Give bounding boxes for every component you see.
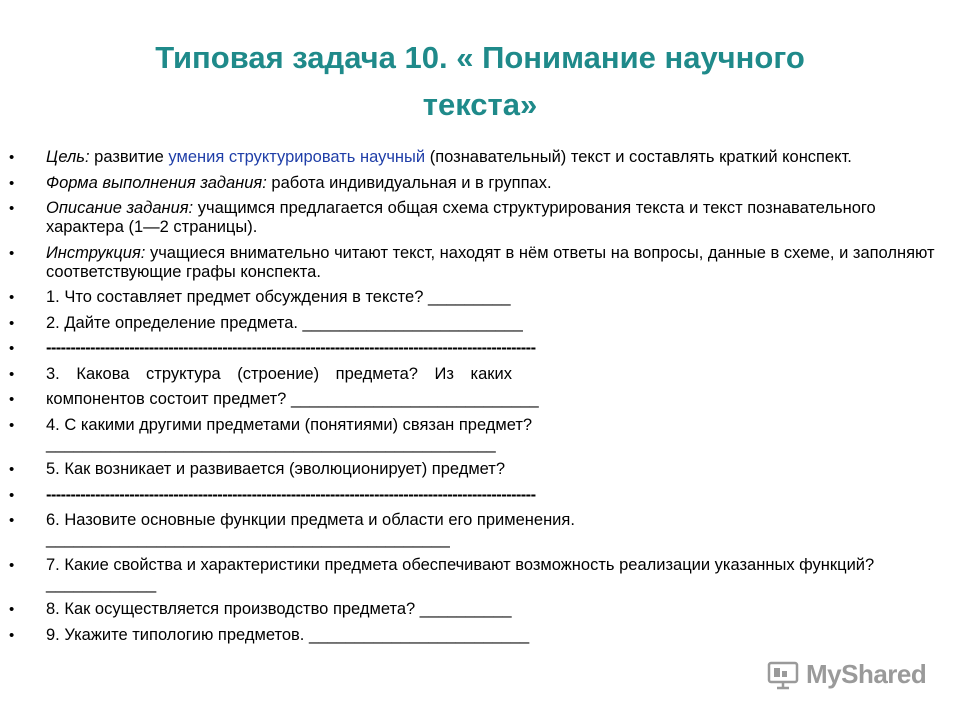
list-item-question-9: [0, 626, 960, 645]
answer-blank: ____________________________________________: [46, 530, 450, 548]
watermark-text: MyShared: [806, 658, 927, 689]
list-item-separator: [0, 486, 960, 505]
list-item-question-2: [0, 314, 960, 333]
slide-title-line1: Типовая задача 10. « Понимание научного: [155, 40, 805, 75]
item-text: (познавательный) текст и составлять краткий конспект.: [425, 148, 852, 166]
item-text: 7. Какие свойства и характеристики предмета обеспечивают возможность реализации указанных функций? ____________: [46, 555, 875, 593]
item-highlight: умения структурировать научный: [168, 148, 426, 166]
item-text: компонентов состоит предмет? ___________________________: [46, 390, 539, 408]
item-text: развитие: [89, 148, 169, 166]
item-text: 8. Как осуществляется производство предмета? __________: [46, 600, 512, 618]
list-item-goal: [0, 148, 960, 167]
list-item-separator: [0, 339, 960, 358]
item-label: Описание задания:: [46, 199, 194, 217]
slide-title-line2: текста»: [422, 87, 538, 122]
item-label: Цель:: [46, 148, 90, 166]
item-text: учащимся предлагается общая схема структурирования текста и текст познавательного характера (1—2 страницы).: [46, 199, 876, 236]
item-text: работа индивидуальная и в группах.: [266, 173, 552, 192]
task-list: [0, 148, 960, 651]
item-text: 3. Какова структура (строение) предмета? Из каких: [46, 364, 512, 383]
list-item-question-5: [0, 460, 960, 479]
item-text: 1. Что составляет предмет обсуждения в тексте? _________: [46, 288, 511, 306]
list-item-question-4: [0, 416, 960, 454]
dashed-separator: ----------------------------------------------------------------------------------------------------: [46, 339, 536, 357]
list-item-question-8: [0, 600, 960, 619]
dashed-separator: ----------------------------------------------------------------------------------------------------: [46, 485, 536, 504]
item-text: 5. Как возникает и развивается (эволюционирует) предмет?: [46, 460, 506, 478]
list-item-form: [0, 174, 960, 193]
list-item-description: [0, 199, 960, 237]
item-text: 4. С какими другими предметами (понятиями) связан предмет?: [46, 415, 533, 434]
list-item-question-3-cont: [0, 390, 960, 409]
list-item-question-7: [0, 556, 960, 594]
item-text: 6. Назовите основные функции предмета и области его применения.: [46, 511, 575, 529]
item-label: Инструкция:: [46, 243, 146, 262]
list-item-question-3: [0, 365, 960, 384]
list-item-question-1: [0, 288, 960, 307]
item-text: 2. Дайте определение предмета. ________________________: [46, 313, 523, 332]
slideshow-icon: [766, 657, 800, 691]
answer-blank: _________________________________________________: [46, 434, 496, 453]
item-text: 9. Укажите типологию предметов. ________________________: [46, 625, 530, 644]
item-label: Форма выполнения задания:: [46, 173, 267, 192]
watermark: [766, 656, 926, 692]
item-text: учащиеся внимательно читают текст, находят в нём ответы на вопросы, данные в схеме, и заполняют соответствующие графы конспекта.: [46, 243, 935, 281]
list-item-instruction: [0, 244, 960, 282]
slide-title: [40, 34, 920, 128]
list-item-question-6: [0, 511, 960, 549]
